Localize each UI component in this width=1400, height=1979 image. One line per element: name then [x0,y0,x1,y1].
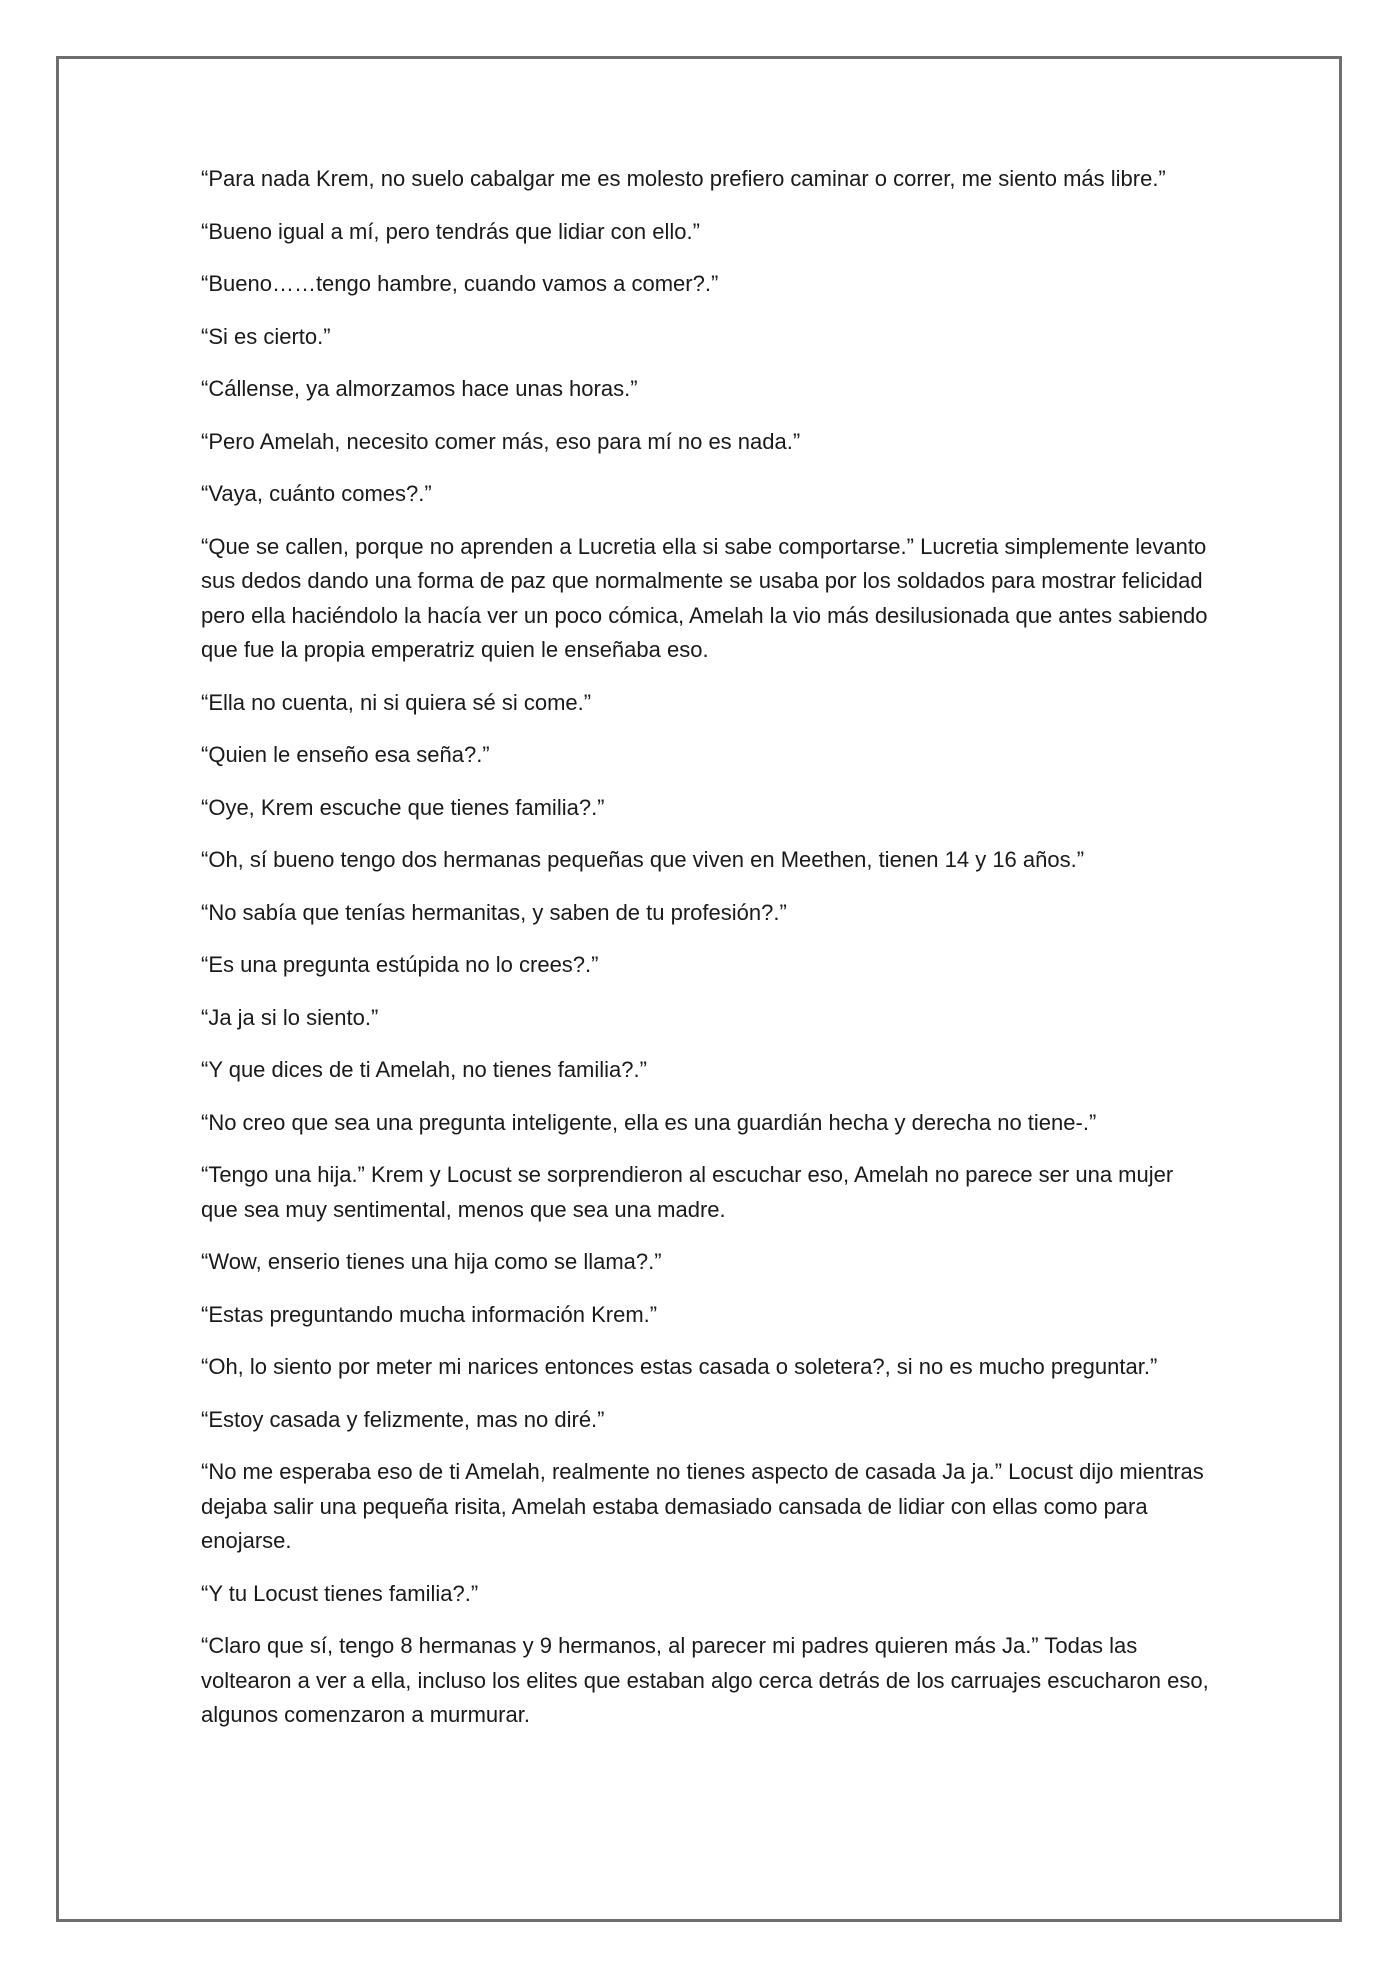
paragraph: “Ella no cuenta, ni si quiera sé si come.” [201,689,592,715]
paragraph: “Vaya, cuánto comes?.” [201,481,432,506]
paragraph: “Bueno igual a mí, pero tendrás que lidiar con ello.” [201,218,700,244]
paragraph: “Tengo una hija.” Krem y Locust se sorprendieron al escuchar eso, Amelah no parece ser una mujer que sea muy sentimental, menos que sea una madre. [201,1162,1174,1222]
document-body [201,162,1211,1751]
paragraph: “Ja ja si lo siento.” [201,1004,379,1030]
paragraph: “Y que dices de ti Amelah, no tienes familia?.” [201,1057,647,1082]
paragraph: “Cállense, ya almorzamos hace unas horas.” [201,376,638,401]
paragraph: “No me esperaba eso de ti Amelah, realmente no tienes aspecto de casada Ja ja.” Locust dijo mientras dejaba salir una pequeña risita, Amelah estaba demasiado cansada de lidiar con ellas como para enojarse. [201,1459,1204,1553]
paragraph: “Wow, enserio tienes una hija como se llama?.” [201,1249,662,1274]
paragraph: “No sabía que tenías hermanitas, y saben de tu profesión?.” [201,899,787,925]
paragraph: “Que se callen, porque no aprenden a Lucretia ella si sabe comportarse.” Lucretia simplemente levanto sus dedos dando una forma de paz que normalmente se usaba por los soldados para mostrar felicidad pero ella haciéndolo la hacía ver un poco cómica, Amelah la vio más desilusionada que antes sabiendo que fue la propia emperatriz quien le enseñaba eso. [201,533,1208,662]
paragraph: “Oh, sí bueno tengo dos hermanas pequeñas que viven en Meethen, tienen 14 y 16 años.” [201,847,1085,872]
paragraph: “Es una pregunta estúpida no lo crees?.” [201,952,599,977]
paragraph: “Si es cierto.” [201,323,331,349]
paragraph: “No creo que sea una pregunta inteligente, ella es una guardián hecha y derecha no tiene-.” [201,1109,1097,1135]
paragraph: “Claro que sí, tengo 8 hermanas y 9 hermanos, al parecer mi padres quieren más Ja.” Todas las voltearon a ver a ella, incluso los elites que estaban algo cerca detrás de los carruajes escucharon eso, algunos comenzaron a murmurar. [201,1633,1209,1727]
paragraph: “Y tu Locust tienes familia?.” [201,1580,479,1606]
paragraph: “Quien le enseño esa seña?.” [201,742,490,767]
paragraph: “Oye, Krem escuche que tienes familia?.” [201,794,605,820]
paragraph: “Estoy casada y felizmente, mas no diré.” [201,1406,605,1432]
paragraph: “Bueno……tengo hambre, cuando vamos a comer?.” [201,271,719,296]
paragraph: “Para nada Krem, no suelo cabalgar me es molesto prefiero caminar o correr, me siento más libre.” [201,166,1166,191]
paragraph: “Estas preguntando mucha información Krem.” [201,1301,658,1327]
paragraph: “Pero Amelah, necesito comer más, eso para mí no es nada.” [201,428,801,454]
paragraph: “Oh, lo siento por meter mi narices entonces estas casada o soletera?, si no es mucho preguntar.” [201,1354,1158,1379]
